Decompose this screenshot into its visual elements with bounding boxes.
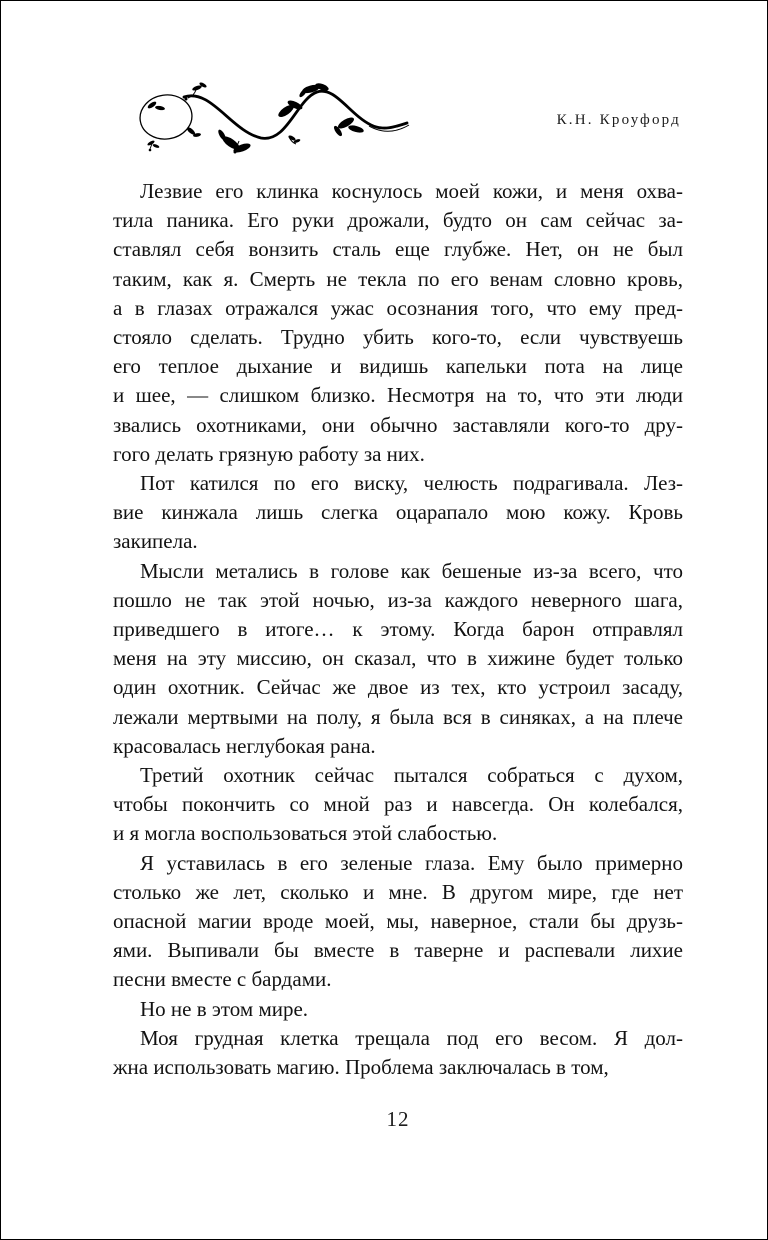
text-line: Я уставилась в его зеленые глаза. Ему было примерно <box>140 850 683 875</box>
text-line: песни вместе с бардами. <box>113 967 332 992</box>
text-line: а в глазах отражался ужас осознания того, что ему пред- <box>113 295 683 320</box>
text-line: один охотник. Сейчас же двое из тех, кто устроил засаду, <box>113 675 683 700</box>
text-line: Лезвие его клинка коснулось моей кожи, и меня охва- <box>140 179 683 203</box>
running-header-author: К.Н. Кроуфорд <box>556 112 681 128</box>
paragraph <box>113 761 683 849</box>
text-line: звались охотниками, они обычно заставляли кого-то дру- <box>113 412 683 437</box>
text-line: опасной магии вроде моей, мы, наверное, стали бы друзь- <box>113 909 683 934</box>
text-line: красовалась неглубокая рана. <box>113 733 376 758</box>
text-line: Третий охотник сейчас пытался собраться с духом, <box>140 763 683 788</box>
text-line: лежали мертвыми на полу, я была вся в синяках, а на плече <box>113 704 683 729</box>
floral-vine-ornament-icon <box>139 81 411 163</box>
text-line: таким, как я. Смерть не текла по его венам словно кровь, <box>113 266 683 291</box>
text-line: и шее, — слишком близко. Несмотря на то, что эти люди <box>113 383 683 408</box>
text-line: приведшего в итоге… к этому. Когда барон отправлял <box>113 617 683 642</box>
text-line: гого делать грязную работу за них. <box>113 441 425 466</box>
text-line: ставлял себя вонзить сталь еще глубже. Нет, он не был <box>113 237 683 262</box>
text-line: и я могла воспользоваться этой слабостью. <box>113 821 498 846</box>
text-line: меня на эту миссию, он сказал, что в хижине будет только <box>113 646 683 671</box>
page-number: 12 <box>386 1107 410 1131</box>
text-line: ями. Выпивали бы вместе в таверне и распевали лихие <box>113 938 683 963</box>
paragraph <box>113 849 683 995</box>
text-line: пошло не так этой ночью, из-за каждого неверного шага, <box>113 587 683 612</box>
text-line: Пот катился по его виску, челюсть подрагивала. Лез- <box>140 471 683 496</box>
text-line: его теплое дыхание и видишь капельки пота на лице <box>113 354 683 379</box>
body-text <box>113 177 683 1082</box>
text-line: Но не в этом мире. <box>140 996 309 1021</box>
text-line: столько же лет, сколько и мне. В другом мире, где нет <box>113 879 683 904</box>
text-line: стояло сделать. Трудно убить кого-то, если чувствуешь <box>113 325 683 350</box>
text-line: чтобы покончить со мной раз и навсегда. Он колебался, <box>113 792 683 817</box>
paragraph <box>113 177 683 469</box>
paragraph <box>113 557 683 761</box>
paragraph <box>113 995 683 1024</box>
text-line: тила паника. Его руки дрожали, будто он сам сейчас за- <box>113 208 683 233</box>
paragraph <box>113 469 683 557</box>
paragraph <box>113 1024 683 1082</box>
text-line: Моя грудная клетка трещала под его весом. Я дол- <box>140 1025 683 1050</box>
text-line: закипела. <box>113 529 198 554</box>
text-line: Мысли метались в голове как бешеные из-за всего, что <box>140 558 683 583</box>
text-line: вие кинжала лишь слегка оцарапало мою кожу. Кровь <box>113 500 683 525</box>
text-line: жна использовать магию. Проблема заключалась в том, <box>113 1055 609 1080</box>
